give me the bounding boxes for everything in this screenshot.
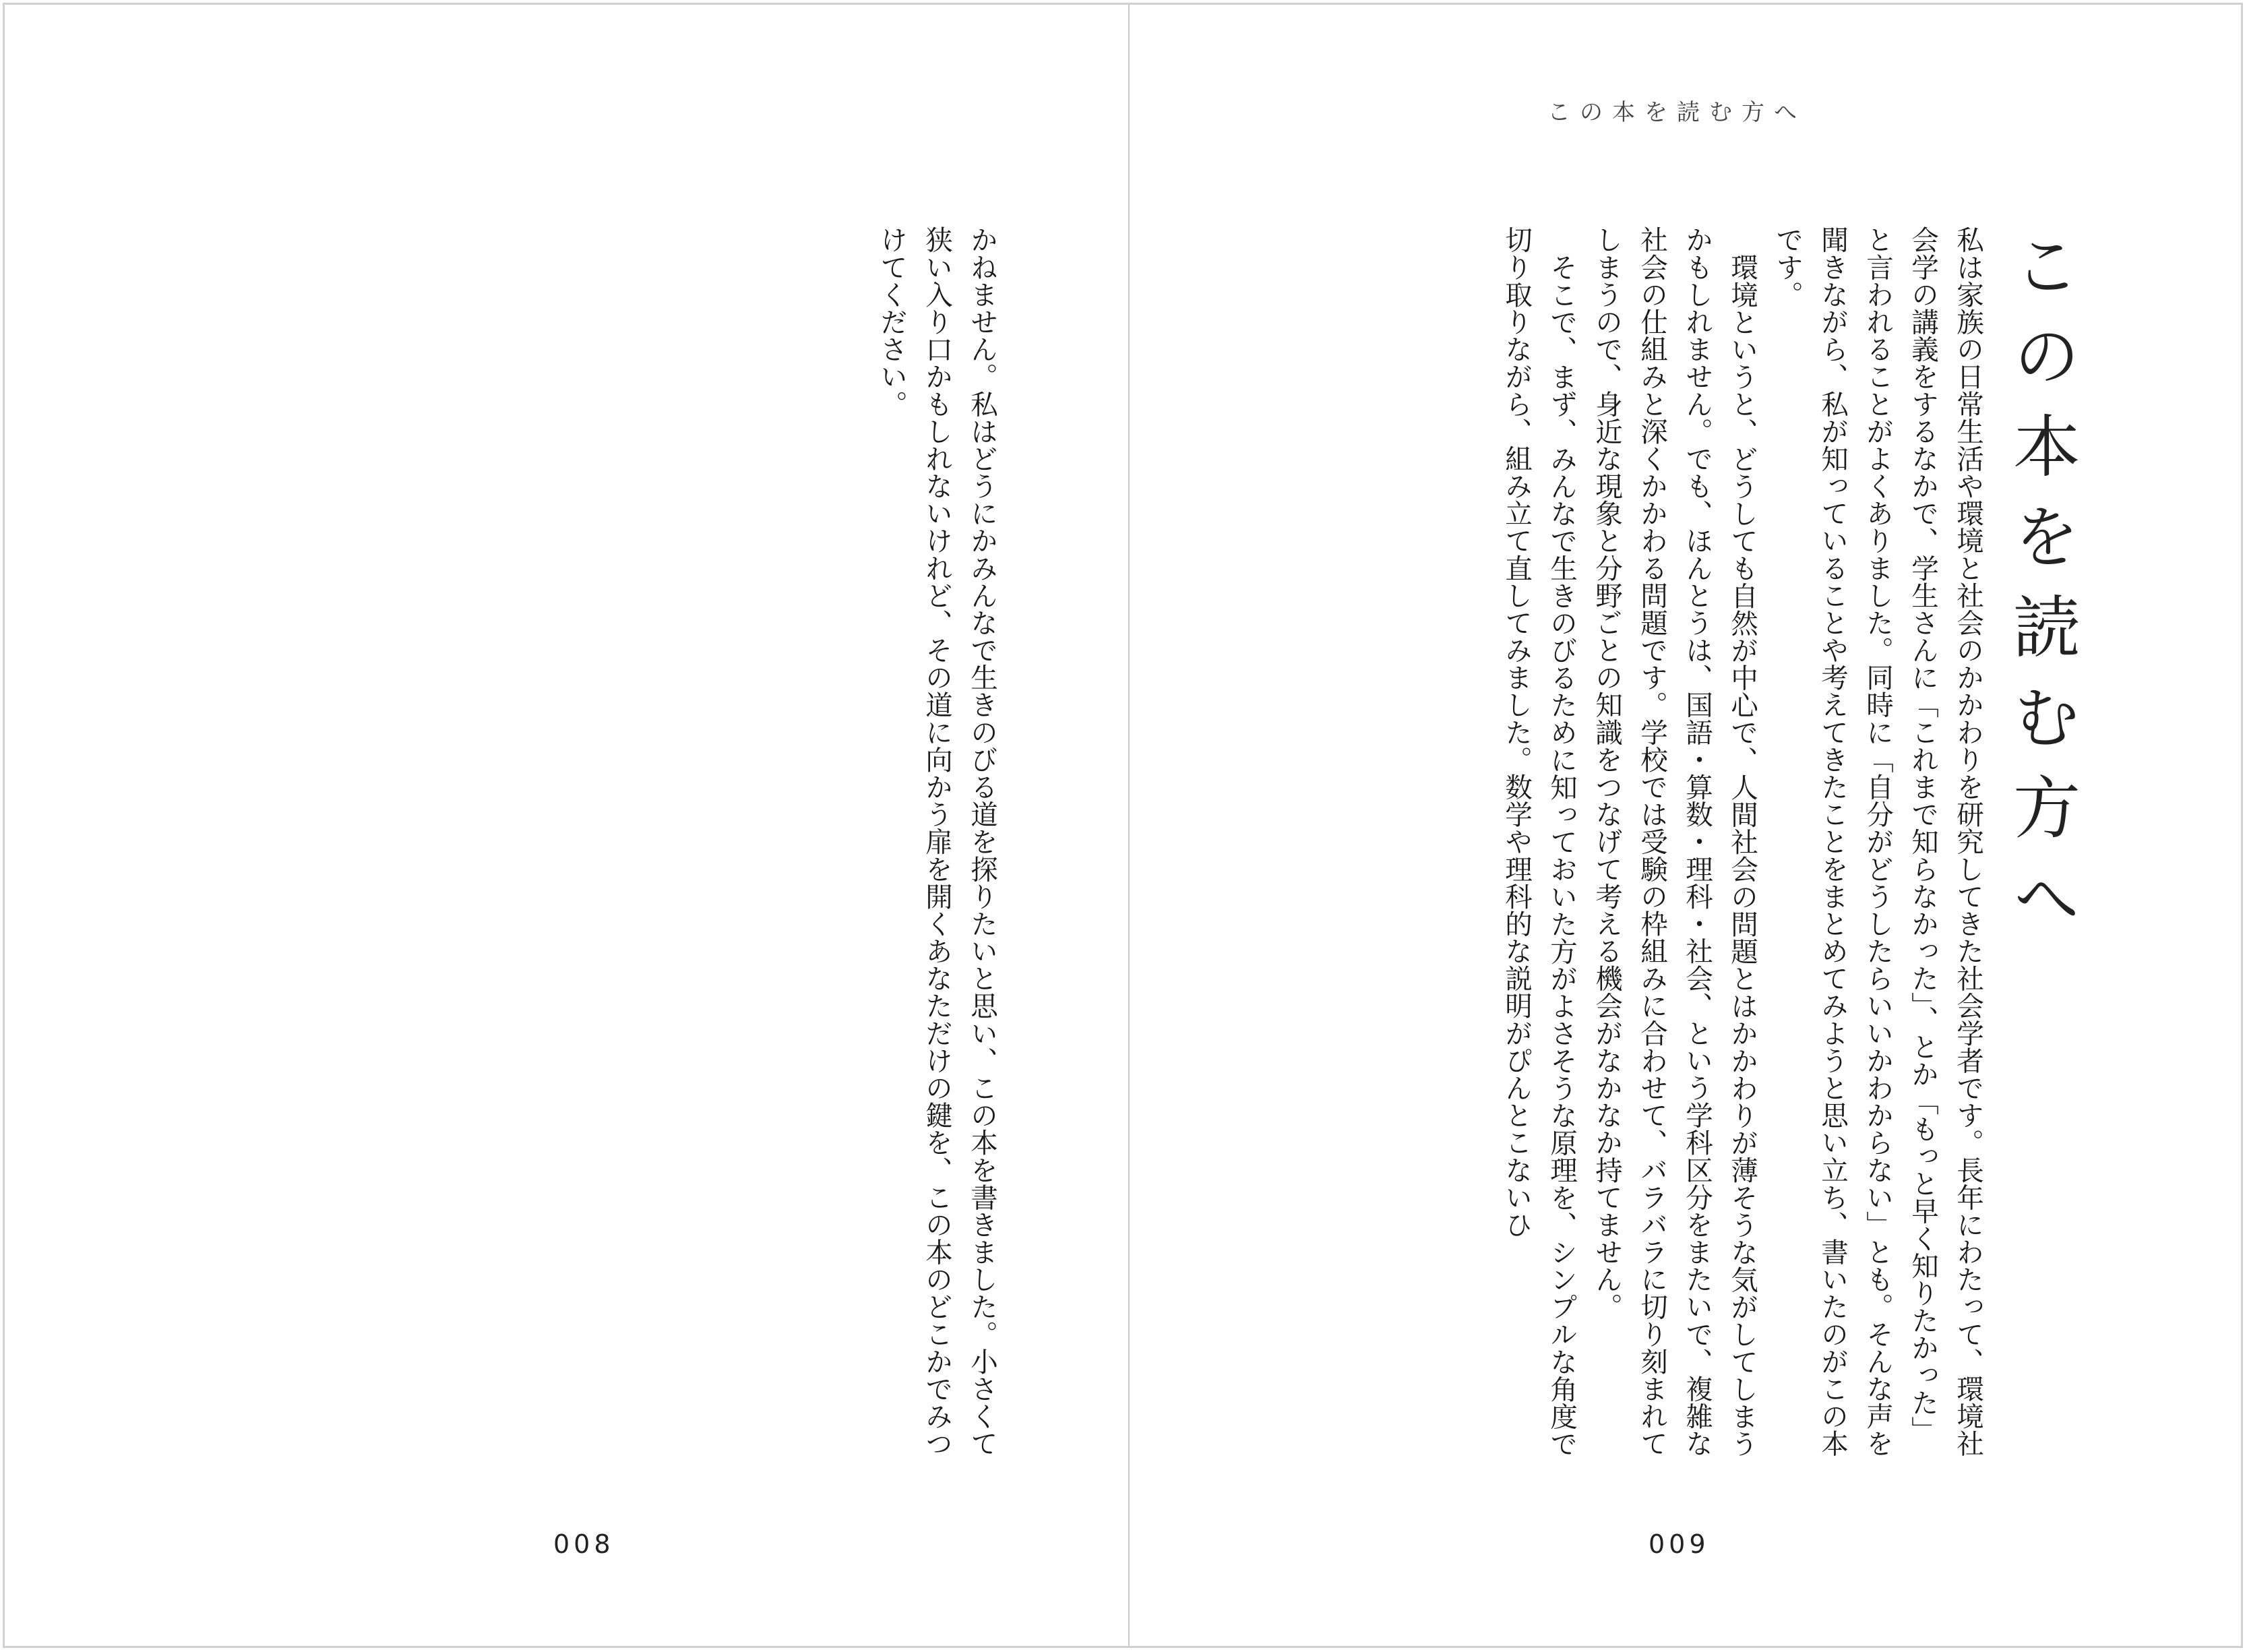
running-head: この本を読む方へ bbox=[1547, 99, 1806, 126]
left-page-body bbox=[822, 226, 1004, 1466]
left-page-number: 008 bbox=[553, 1529, 615, 1559]
left-page bbox=[5, 5, 1128, 1646]
right-page-number: 009 bbox=[1649, 1529, 1710, 1559]
right-paragraph-1: 私は家族の日常生活や環境と社会のかかわりを研究してきた社会学者です。長年にわたって、環境社会学の講義をするなかで、学生さんに「これまで知らなかった」、とか「もっと早く知りたかった」と言われることがよくありました。同時に「自分がどうしたらいいかわからない」とも。そんな声を聞きながら、私が知っていることや考えてきたことをまとめてみようと思い立ち、書いたのがこの本です。 bbox=[1771, 226, 1984, 1457]
book-spread bbox=[3, 3, 2243, 1648]
left-paragraph-1: かねません。私はどうにかみんなで生きのびる道を探りたいと思い、この本を書きました。小さくて狭い入り口かもしれないけれど、その道に向かう扉を開くあなただけの鍵を、この本のどこかでみつけてください。 bbox=[875, 226, 998, 1457]
right-page bbox=[1130, 5, 2245, 1646]
chapter-title: この本を読む方へ bbox=[2002, 231, 2081, 953]
right-page-body bbox=[1370, 226, 1990, 1466]
right-paragraph-3: そこで、まず、みんなで生きのびるために知っておいた方がよさそうな原理を、シンプルな角度で切り取りながら、組み立て直してみました。数学や理科的な説明がぴんとこないひ bbox=[1500, 226, 1578, 1457]
right-paragraph-2: 環境というと、どうしても自然が中心で、人間社会の問題とはかかわりが薄そうな気がしてしまうかもしれません。でも、ほんとうは、国語・算数・理科・社会、という学科区分をまたいで、複雑な社会の仕組みと深くかかわる問題です。学校では受験の枠組みに合わせて、バラバラに切り刻まれてしまうので、身近な現象と分野ごとの知識をつなげて考える機会がなかなか持てません。 bbox=[1591, 226, 1758, 1457]
